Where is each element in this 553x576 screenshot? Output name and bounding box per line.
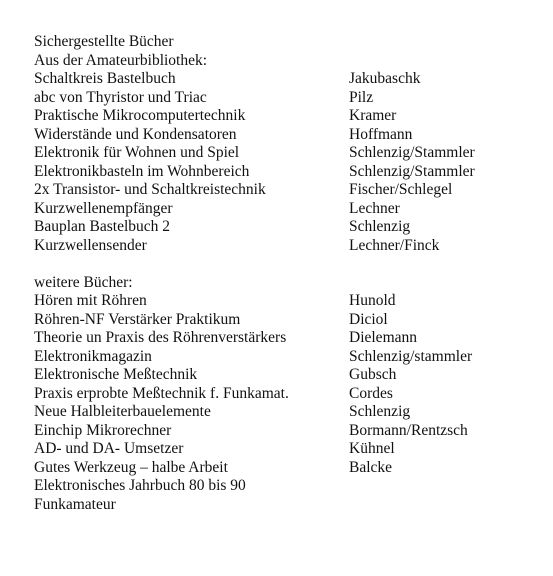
book-row bbox=[34, 329, 534, 348]
book-author: Lechner/Finck bbox=[349, 236, 440, 254]
book-title: Elektronikmagazin bbox=[34, 347, 152, 365]
book-author: Balcke bbox=[349, 458, 393, 476]
book-row bbox=[34, 366, 534, 385]
book-author: Fischer/Schlegel bbox=[349, 181, 453, 198]
book-list-document bbox=[34, 33, 534, 514]
book-row bbox=[34, 459, 534, 478]
book-row bbox=[34, 144, 534, 163]
book-row bbox=[34, 70, 534, 89]
book-row bbox=[34, 126, 534, 145]
book-title: Praxis erprobte Meßtechnik f. Funkamat. bbox=[34, 384, 289, 402]
book-row bbox=[34, 218, 534, 237]
book-title: AD- und DA- Umsetzer bbox=[34, 440, 184, 457]
amateur-library-book-list bbox=[34, 70, 534, 255]
further-books-list bbox=[34, 292, 534, 514]
book-row bbox=[34, 181, 534, 200]
book-author: Schlenzig bbox=[349, 218, 411, 235]
book-author: Bormann/Rentzsch bbox=[349, 421, 468, 439]
book-title: Elektronische Meßtechnik bbox=[34, 366, 198, 383]
book-title: Elektronik für Wohnen und Spiel bbox=[34, 144, 240, 161]
book-row bbox=[34, 385, 534, 404]
book-title: Funkamateur bbox=[34, 495, 116, 513]
book-author: Schlenzig bbox=[349, 403, 411, 420]
book-row bbox=[34, 292, 534, 311]
book-author: Schlenzig/Stammler bbox=[349, 144, 475, 161]
book-title: Theorie un Praxis des Röhrenverstärkers bbox=[34, 329, 287, 346]
book-title: Praktische Mikrocomputertechnik bbox=[34, 107, 246, 124]
book-author: Diciol bbox=[349, 310, 388, 328]
section-label-amateur-library: Aus der Amateurbibliothek: bbox=[34, 51, 208, 69]
book-author: Hunold bbox=[349, 292, 396, 309]
book-author: Kramer bbox=[349, 107, 397, 124]
book-row bbox=[34, 237, 534, 256]
book-title: Hören mit Röhren bbox=[34, 292, 147, 309]
book-author: Dielemann bbox=[349, 329, 418, 346]
book-row bbox=[34, 348, 534, 367]
book-author: Lechner bbox=[349, 199, 400, 217]
book-title: Röhren-NF Verstärker Praktikum bbox=[34, 310, 241, 328]
book-author: Hoffmann bbox=[349, 125, 413, 143]
section-spacer bbox=[34, 255, 534, 274]
book-title: abc von Thyristor und Triac bbox=[34, 88, 207, 106]
book-author: Jakubaschk bbox=[349, 70, 421, 87]
book-title: Kurzwellensender bbox=[34, 236, 147, 254]
book-author: Gubsch bbox=[349, 366, 397, 383]
book-row bbox=[34, 496, 534, 515]
book-title: 2x Transistor- und Schaltkreistechnik bbox=[34, 181, 266, 198]
book-row bbox=[34, 403, 534, 422]
book-row bbox=[34, 440, 534, 459]
section-label-further-books: weitere Bücher: bbox=[34, 273, 133, 291]
book-row bbox=[34, 477, 534, 496]
book-author: Kühnel bbox=[349, 440, 395, 457]
book-author: Cordes bbox=[349, 384, 393, 402]
book-title: Gutes Werkzeug – halbe Arbeit bbox=[34, 458, 228, 476]
book-title: Elektronisches Jahrbuch 80 bis 90 bbox=[34, 477, 246, 494]
book-title: Bauplan Bastelbuch 2 bbox=[34, 218, 171, 235]
book-row bbox=[34, 422, 534, 441]
book-row bbox=[34, 163, 534, 182]
document-heading: Sichergestellte Bücher bbox=[34, 33, 174, 50]
book-title: Neue Halbleiterbauelemente bbox=[34, 403, 211, 420]
book-row bbox=[34, 311, 534, 330]
book-title: Kurzwellenempfänger bbox=[34, 199, 173, 217]
book-title: Elektronikbasteln im Wohnbereich bbox=[34, 162, 250, 180]
book-author: Pilz bbox=[349, 88, 374, 106]
book-title: Einchip Mikrorechner bbox=[34, 421, 172, 439]
book-title: Schaltkreis Bastelbuch bbox=[34, 70, 176, 87]
book-row bbox=[34, 200, 534, 219]
book-title: Widerstände und Kondensatoren bbox=[34, 125, 237, 143]
book-author: Schlenzig/stammler bbox=[349, 347, 473, 365]
book-author: Schlenzig/Stammler bbox=[349, 162, 475, 180]
book-row bbox=[34, 89, 534, 108]
book-row bbox=[34, 107, 534, 126]
